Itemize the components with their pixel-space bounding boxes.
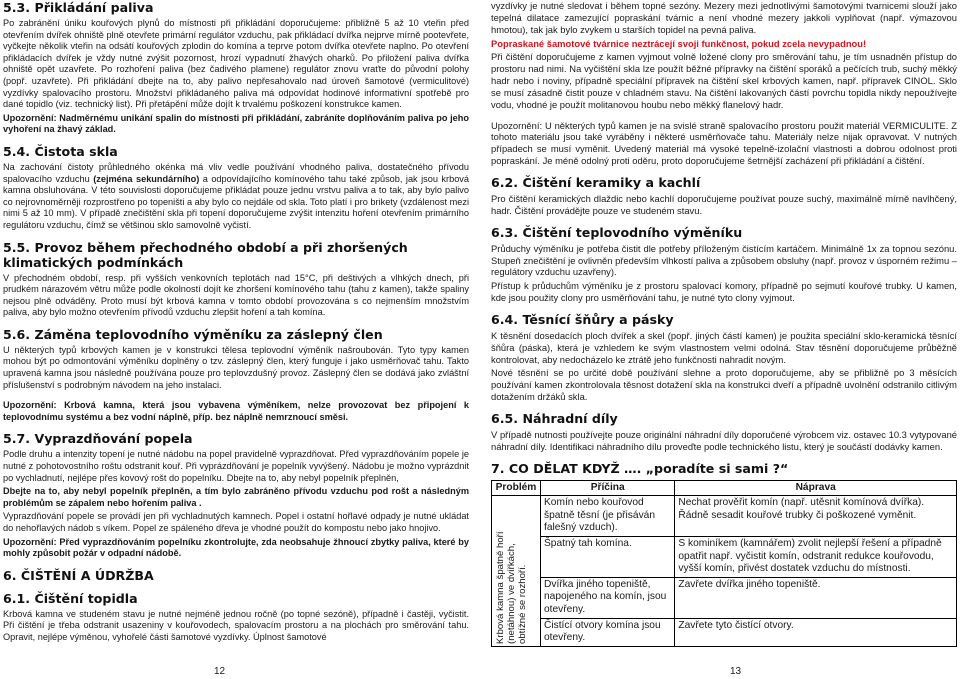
- table-row: [492, 618, 957, 646]
- section-5-7-warning: Upozornění: Před vyprazdňováním popelníku zkontrolujte, zda neobsahuje žhnoucí zbytky paliva, které by mohly způsobit požár v odpadní nádobě.: [3, 536, 469, 559]
- section-5-4-heading: 5.4. Čistota skla: [3, 143, 118, 159]
- section-6-1-text-2: Při čištění doporučujeme z kamen vyjmout volně ložené clony pro směrování tahu, je tím usnadněn přístup do prostoru nad nimi. Na vyčištění skla lze použít běžné přípravky na čištění sporáků a pečících trub, suchý měkký hadr nebo i noviny, případně speciální přípravek na čištění skel krbových kamen, např. přípravek CINOL. Sklo se musí zásadně čistit pouze v chladném stavu. Na čištění lakovaných částí povrchu topidla nikdy nepoužívejte vodu, vhodné je použít molitanovou houbu nebo měkký flanelový hadr.: [491, 51, 957, 110]
- table-cause-cell: Špatný tah komína.: [541, 537, 675, 578]
- table-fix-cell: S kominíkem (kamnářem) zvolit nejlepší řešení a případně opatřit např. vyčistit komín, odstranit redukce kouřovodu, vyšší komín, přivést dostatek vzduchu do místnosti.: [675, 537, 957, 578]
- section-5-3-warning: [3, 113, 469, 136]
- section-5-4-text: [3, 162, 469, 232]
- section-5-5-heading: 5.5. Provoz během přechodného období a při zhoršených klimatických podmínkách: [3, 239, 408, 270]
- section-6-2-heading: 6.2. Čištění keramiky a kachlí: [491, 174, 701, 190]
- chapter-6-heading: 6. ČIŠTĚNÍ A ÚDRŽBA: [3, 567, 154, 583]
- troubleshooting-table: [491, 480, 957, 647]
- table-header-row: [492, 480, 957, 496]
- text-part: Podle druhu a intenzity topení je nutné nádobu na popel pravidelně vyprazdňovat. Před vyprazdňováním popele je nutné z pohotovostního roštu odstranit kouř. Při vyprázdňování je popelník vyvýšený. Nádobu je možno vyprázdnit po vychladnutí, nejlépe přes kovový rošt do popelníku. Dbejte na to, aby nebyl popelník přeplněn,: [3, 449, 469, 483]
- section-5-7-bold: Dbejte na to, aby nebyl popelník přeplněn, a tím bylo zabráněno přívodu vzduchu pod rošt a následným problémům se zápalem nebo hořením paliva .: [3, 486, 469, 508]
- text-part: Na zachování čistoty průhledného okénka má vliv vedle používání vhodného paliva, dostatečného přívodu spalovacího vzduchu: [3, 161, 469, 184]
- section-6-1-heading: 6.1. Čištění topidla: [3, 590, 138, 606]
- right-column: [491, 0, 957, 647]
- table-fix-cell: Zavřete tyto čistící otvory.: [675, 618, 957, 646]
- section-5-7-text: [3, 449, 469, 484]
- table-row: [492, 496, 957, 537]
- text-part: a odpovídajícího komínového tahu také způsob, jak jsou krbová kamna obsluhována. V této souvislosti doporučujeme přikládat pouze jednu vrstvu paliva a to tak, aby bylo palivo co nejrovnoměrněji rozprostřeno po topeništi a aby bylo co nejdále od skla. Toto platí i pro brikety (vzdálenost mezi nimi 5 až 10 mm). V případě znečištění skla při topení doporučujeme zvýšit intenzitu hoření otevřením primárního regulátoru vzduchu, čímž se většinou sklo samovolně vyčistí.: [3, 173, 470, 230]
- section-5-7-heading: 5.7. Vyprazdňování popela: [3, 431, 193, 447]
- section-5-3-heading: 5.3. Přikládání paliva: [3, 0, 154, 15]
- table-cause-cell: Čistící otvory komína jsou otevřeny.: [541, 618, 675, 646]
- section-6-4-text-2: Nové těsnění se po určité době používání slehne a proto doporučujeme, aby se přibližně po 3 měsících používání kamen zkontrolovala těsnost dotažení skla na konstrukci dveří a případně uvolnění odstranilo citlivým dotažením držáků skla.: [491, 367, 957, 403]
- section-5-6-heading: 5.6. Záměna teplovodního výměníku za záslepný člen: [3, 326, 383, 342]
- section-6-1-text: Krbová kamna ve studeném stavu je nutné nejméně jednou ročně (po topné sezóně), případně i častěji, vyčistit. Při čištění je třeba odstranit usazeniny v kouřovodech, spalovacím prostoru a na plochách pro směrování tahu. Opravit, nejlépe výměnou, vyhořelé části šamotové vyzdívky. Úplnost šamotové: [3, 608, 469, 642]
- section-5-7-text-2: Vyprazdňování popele se provádí jen při vychladnutých kamnech. Popel i ostatní hořlavé odpady je nutné ukládat do nehořlavých nádob s víkem. Popel ze spáleného dřeva je vhodné použít do kompostu nebo jako hnojivo.: [3, 511, 469, 533]
- table-cause-cell: Dvířka jiného topeniště, napojeného na komín, jsou otevřeny.: [541, 577, 675, 618]
- section-6-3-heading: 6.3. Čištění teplovodního výměníku: [491, 224, 743, 240]
- left-column: [3, 0, 469, 646]
- section-6-1-warning: Upozornění: U některých typů kamen je na svislé straně spalovacího prostoru použit materiál VERMICULITE. Z tohoto materiálu jsou také vyráběny i některé usměrňovače tahu. Materiály nelze nijak opravovat. V nutných případech se musí vyměnit. Uvedený materiál má vysoké tepelně-izolační vlastnosti a dobrou odolnost proti popraskání. Je méně odolný proti oděru, proto doporučujeme šetrnější zacházení při přikládání a čištění.: [491, 119, 957, 167]
- section-5-3-text: Po zabránění úniku kouřových plynů do místnosti při přikládání doporučujeme: přibližně 5 až 10 vteřin před otevřením dvířek ohniště plně otevřete primární regulátor vzduchu, pak přikládací dvířka nejprve mírně pootevřete, vyčkejte několik vteřin na odsátí kouřových zplodin do komína a teprve potom dvířka otevřete naplno. Po otevření přikládacích dvířek je vždy nutné zvýšit pozornost, hrozí vypadnutí žhavých oharků. Po přiložení paliva dvířka ohniště opět uzavřete. Po rozhoření paliva (bez čadivého plamene) regulátor znovu vraťte do původní polohy (popř. uzavřete). Při přikládání dbejte na to, aby palivo nepřesahovalo nad úroveň šamotové (vermiculitové) vyzdívky spalovacího prostoru. Množství přikládaného paliva má odpovídat hodinové informativní spotřebě pro dané topidlo (viz. technický list). Při přetápění může dojít k trvalému poškození konstrukce kamen.: [3, 18, 469, 110]
- table-problem-text: Krbová kamna špatně hoří (netáhnou) ve dvířkách, obtížné se rozhoří.: [495, 531, 528, 644]
- section-6-3-text: Průduchy výměníku je potřeba čistit dle potřeby příloženým čistícím kartáčem. Minimálně 1x za topnou sezónu. Stupeň znečištění je ovlivněn především vlhkostí paliva a způsobem obsluhy (např. provoz v úsporném režimu – regulátory vzduchu uzavřeny).: [491, 242, 957, 278]
- section-6-1-red-note: Popraskané šamotové tvárnice neztrácejí svoji funkčnost, pokud zcela nevypadnou!: [491, 37, 867, 49]
- section-5-6-warning: Upozornění: Krbová kamna, která jsou vybavena výměníkem, nelze provozovat bez připojení k teplovodnímu systému a bez vodní náplně, příp. bez náplně nemrznoucí směsi.: [3, 400, 469, 422]
- page-number-right: 13: [730, 666, 742, 677]
- table-problem-cell: [492, 496, 541, 647]
- warning-text: Nadměrnému unikání spalin do místnosti při přikládání, zabráníte doplňováním paliva po jeho vyhoření na žhavý základ.: [3, 112, 469, 135]
- table-row: [492, 577, 957, 618]
- chapter-7-heading: 7. CO DĚLAT KDYŽ …. „poradíte si sami ?“: [491, 460, 789, 476]
- section-5-5-text: V přechodném období, resp. při vyšších venkovních teplotách nad 15°C, při deštivých a vlhkých dnech, při prudkém nárazovém větru může podle okolností dojít ke zhoršení komínového tahu (tahu z kamen), takže spaliny nejsou plně odváděny. Proto musí být krbová kamna v tomto období provozována s co nejmenším množstvím paliva, aby bylo možno otevřením přívodů vzduchu zlepšit hoření a tah komína.: [3, 272, 469, 318]
- warning-label: Upozornění:: [3, 112, 57, 123]
- section-6-4-text: K těsnění dosedacích ploch dvířek a skel (popř. jiných částí kamen) je použita speciální sklo-keramická těsnící šňůra (páska), která je vzhledem ke svým vlastnostem velmi odolná. Stav těsnění doporučujeme průběžně kontrolovat, aby nedocházelo ke ztrátě jeho funkčnosti nahradit novým.: [491, 329, 957, 365]
- table-header-cause: Příčina: [541, 480, 675, 496]
- section-6-5-heading: 6.5. Náhradní díly: [491, 410, 618, 426]
- section-6-5-text: V případě nutnosti používejte pouze originální náhradní díly doporučené výrobcem viz. ostavec 10.3 vytypované náhradní díly. Identifikaci náhradního dílu proveďte podle technického listu, který je součástí dodávky kamen.: [491, 428, 957, 452]
- section-6-3-text-2: Přístup k průduchům výměníku je z prostoru spalovací komory, případně po sejmutí kouřové trubky. U kamen, kde jsou použity clony pro usměrňování tahu, je nutné tyto clony vyjmout.: [491, 280, 957, 304]
- table-fix-cell: Zavřete dvířka jiného topeniště.: [675, 577, 957, 618]
- text-emphasis: (zejména sekundárního): [93, 173, 200, 184]
- table-cause-cell: Komín nebo kouřovod špatně těsní (je přisáván falešný vzduch).: [541, 496, 675, 537]
- section-6-2-text: Pro čištění keramických dlaždic nebo kachlí doporučujeme používat pouze suchý, maximálně mírně navlhčený, hadr. Čištění provádějte pouze ve studeném stavu.: [491, 192, 957, 216]
- table-header-problem: Problém: [492, 480, 541, 496]
- section-6-4-heading: 6.4. Těsnící šňůry a pásky: [491, 311, 674, 327]
- section-6-1-text-cont: vyzdívky je nutné sledovat i během topné sezóny. Mezery mezi jednotlivými šamotovými tvarnicemi slouží jako tepelná dilatace zamezující popraskání tvárnic a není vhodné mezery jakkoli vyplňovat (např. výmazovou hmotou), tak jak bylo zvykem u starších topidel na pevná paliva.: [491, 0, 957, 35]
- table-row: [492, 537, 957, 578]
- page-number-left: 12: [214, 666, 226, 677]
- table-fix-cell: Nechat prověřit komín (např. utěsnit komínová dvířka). Řádně sesadit kouřové trubky či poškozené vyměnit.: [675, 496, 957, 537]
- table-header-fix: Náprava: [675, 480, 957, 496]
- section-5-6-text: U některých typů krbových kamen je v konstrukci tělesa teplovodní výměník našroubován. Tyto typy kamen mohou být po odmontování výměníku doplněny o tzv. záslepný člen, který funguje i jako usměrňovač tahu. Takto upravená kamna jsou následně používána pouze pro teplovzdušný provoz. Záslepný člen se dodává jako zvláštní příslušenství s podrobným návodem na jeho instalaci.: [3, 344, 469, 390]
